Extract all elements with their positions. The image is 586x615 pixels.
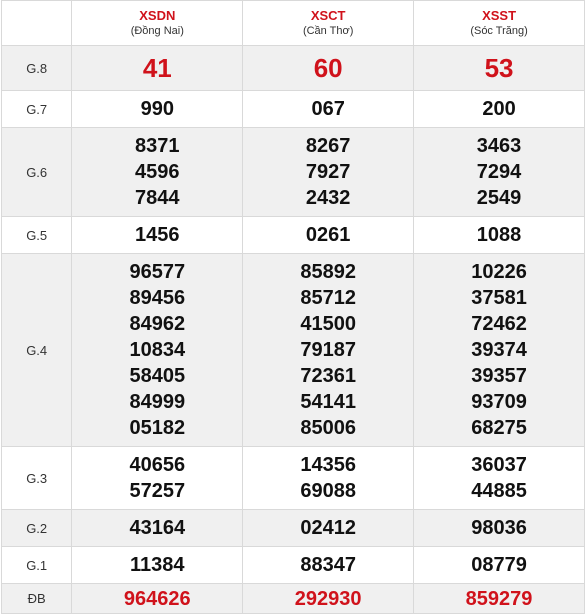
prize-cell xyxy=(243,447,414,510)
province-name: (Cần Thơ) xyxy=(302,25,354,37)
prize-number: 8267 xyxy=(305,135,351,157)
prize-number: 93709 xyxy=(471,391,527,413)
prize-number: 02412 xyxy=(300,517,356,539)
prize-number: 10834 xyxy=(129,339,186,361)
prize-label: G.6 xyxy=(2,128,72,217)
prize-cell xyxy=(414,447,585,510)
province-code[interactable]: XSST xyxy=(482,8,517,23)
prize-label: G.3 xyxy=(2,447,72,510)
prize-cell xyxy=(414,254,585,447)
prize-number: 72462 xyxy=(471,313,527,335)
prize-cell xyxy=(72,91,243,128)
province-name: (Đồng Nai) xyxy=(130,25,184,37)
prize-number: 39357 xyxy=(471,365,527,387)
prize-row-g8 xyxy=(2,46,585,91)
prize-cell xyxy=(414,46,585,91)
prize-row-g4 xyxy=(2,254,585,447)
prize-cell xyxy=(243,510,414,547)
prize-number: 7927 xyxy=(305,161,351,183)
prize-number: 067 xyxy=(311,98,345,120)
prize-number: 14356 xyxy=(300,454,356,476)
prize-number: 05182 xyxy=(129,417,186,439)
prize-label: G.4 xyxy=(2,254,72,447)
prize-cell xyxy=(414,584,585,614)
province-name: (Sóc Trăng) xyxy=(470,25,528,37)
prize-number: 84999 xyxy=(129,391,186,413)
prize-cell xyxy=(243,128,414,217)
prize-row-g5 xyxy=(2,217,585,254)
prize-number: 7844 xyxy=(135,187,180,209)
prize-cell xyxy=(414,510,585,547)
prize-number: 98036 xyxy=(471,517,527,539)
special-prize-number: 859279 xyxy=(465,587,533,610)
prize-number: 79187 xyxy=(300,339,356,361)
prize-cell xyxy=(72,447,243,510)
header-corner xyxy=(2,1,72,46)
prize-number: 39374 xyxy=(471,339,527,361)
prize-number: 53 xyxy=(484,53,514,83)
prize-label: G.7 xyxy=(2,91,72,128)
prize-cell xyxy=(243,46,414,91)
prize-number: 44885 xyxy=(471,480,527,502)
prize-row-g7 xyxy=(2,91,585,128)
prize-number: 10226 xyxy=(471,261,527,283)
prize-cell xyxy=(72,254,243,447)
prize-cell xyxy=(414,217,585,254)
prize-cell xyxy=(72,217,243,254)
prize-number: 60 xyxy=(313,53,343,83)
prize-number: 4596 xyxy=(135,161,180,183)
prize-cell xyxy=(243,584,414,614)
prize-row-g2 xyxy=(2,510,585,547)
prize-number: 69088 xyxy=(300,480,356,502)
prize-number: 2549 xyxy=(476,187,522,209)
prize-cell xyxy=(243,217,414,254)
prize-number: 40656 xyxy=(129,454,186,476)
header-row xyxy=(2,1,585,46)
prize-number: 89456 xyxy=(129,287,186,309)
prize-number: 84962 xyxy=(129,313,186,335)
prize-number: 85006 xyxy=(300,417,356,439)
prize-cell xyxy=(72,510,243,547)
prize-cell xyxy=(243,547,414,584)
prize-number: 1088 xyxy=(476,224,522,246)
prize-number: 43164 xyxy=(129,517,186,539)
prize-number: 72361 xyxy=(300,365,356,387)
prize-row-special xyxy=(2,584,585,614)
prize-number: 0261 xyxy=(305,224,351,246)
prize-number: 68275 xyxy=(471,417,527,439)
prize-number: 200 xyxy=(482,98,516,120)
prize-cell xyxy=(72,547,243,584)
prize-cell xyxy=(414,91,585,128)
prize-number: 57257 xyxy=(129,480,186,502)
province-header-dong-nai xyxy=(72,1,243,46)
prize-cell xyxy=(414,128,585,217)
prize-number: 41500 xyxy=(300,313,356,335)
province-code[interactable]: XSDN xyxy=(139,8,176,23)
prize-row-g6 xyxy=(2,128,585,217)
prize-number: 96577 xyxy=(129,261,186,283)
prize-number: 37581 xyxy=(471,287,527,309)
prize-cell xyxy=(243,254,414,447)
prize-number: 85892 xyxy=(300,261,356,283)
prize-cell xyxy=(72,584,243,614)
prize-number: 3463 xyxy=(476,135,522,157)
province-code[interactable]: XSCT xyxy=(310,8,346,23)
prize-label: G.2 xyxy=(2,510,72,547)
prize-number: 36037 xyxy=(471,454,527,476)
prize-row-g1 xyxy=(2,547,585,584)
special-prize-number: 292930 xyxy=(294,587,362,610)
prize-label: G.8 xyxy=(2,46,72,91)
prize-row-g3 xyxy=(2,447,585,510)
prize-number: 88347 xyxy=(300,554,356,576)
prize-number: 58405 xyxy=(129,365,186,387)
prize-number: 41 xyxy=(142,53,172,83)
special-prize-number: 964626 xyxy=(123,587,191,610)
prize-number: 2432 xyxy=(305,187,351,209)
prize-number: 54141 xyxy=(300,391,356,413)
prize-cell xyxy=(243,91,414,128)
province-header-can-tho xyxy=(243,1,414,46)
prize-number: 8371 xyxy=(135,135,180,157)
lottery-results-table xyxy=(1,0,585,614)
prize-number: 85712 xyxy=(300,287,356,309)
prize-number: 1456 xyxy=(135,224,180,246)
prize-number: 990 xyxy=(140,98,174,120)
prize-label: ĐB xyxy=(2,584,72,614)
prize-number: 08779 xyxy=(471,554,527,576)
prize-number: 11384 xyxy=(130,554,185,576)
province-header-soc-trang xyxy=(414,1,585,46)
prize-number: 7294 xyxy=(476,161,522,183)
prize-cell xyxy=(72,46,243,91)
prize-cell xyxy=(72,128,243,217)
prize-label: G.5 xyxy=(2,217,72,254)
prize-label: G.1 xyxy=(2,547,72,584)
prize-cell xyxy=(414,547,585,584)
